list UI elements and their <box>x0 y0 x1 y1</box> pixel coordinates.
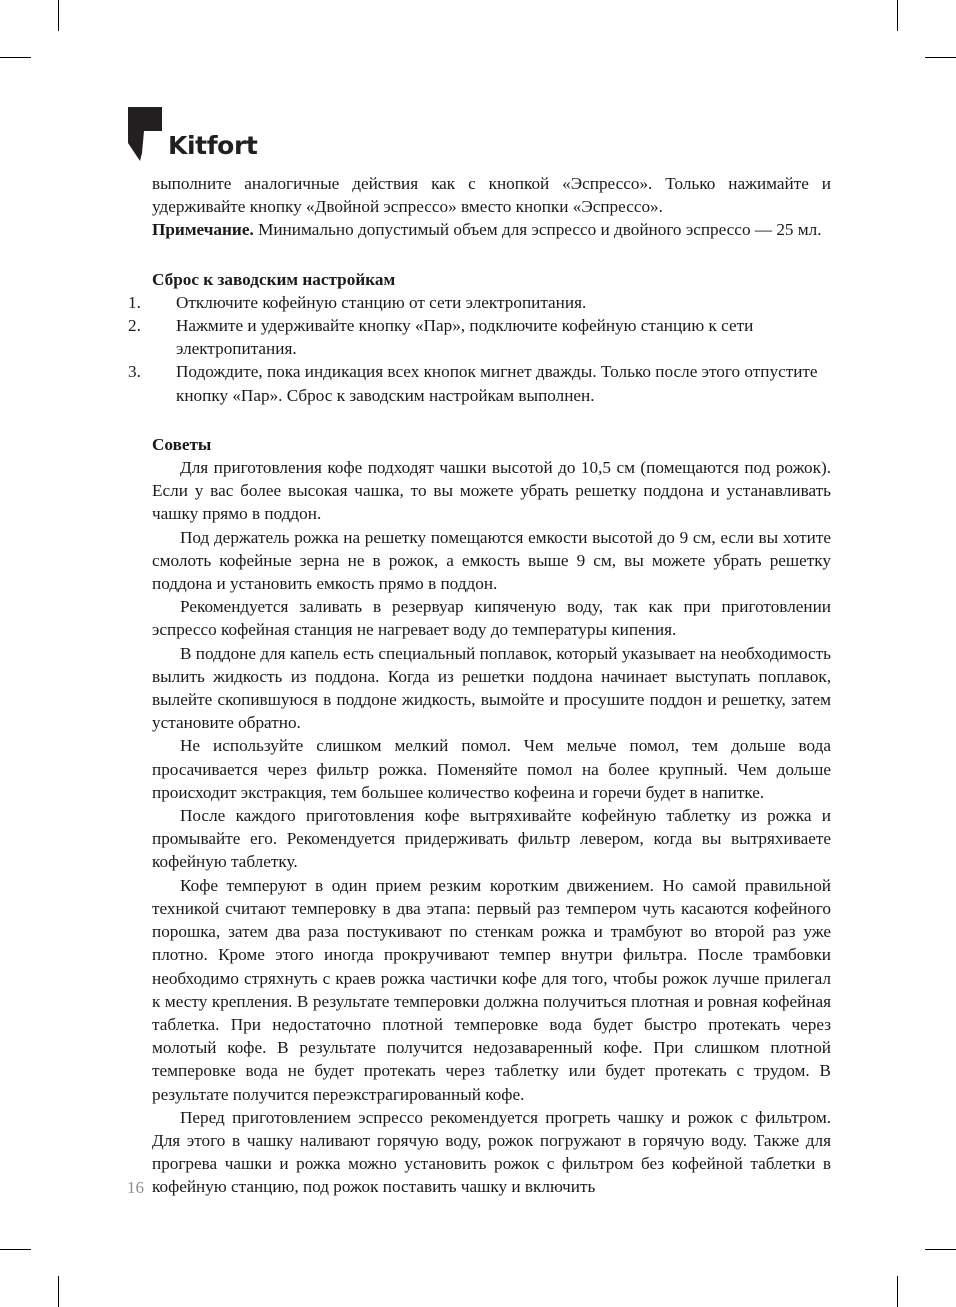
crop-mark-top-right-horizontal <box>925 57 956 58</box>
crop-mark-bottom-right-horizontal <box>925 1249 956 1250</box>
crop-mark-top-left-horizontal <box>0 57 31 58</box>
note-paragraph <box>152 218 831 241</box>
list-item-text: Нажмите и удерживайте кнопку «Пар», подключите кофейную станцию к сети электропитания. <box>176 316 754 359</box>
kitfort-pennant-icon <box>128 107 164 161</box>
spacer <box>152 407 831 433</box>
crop-mark-top-left-vertical <box>58 0 59 31</box>
reset-steps-list <box>128 291 831 407</box>
tips-paragraph: Для приготовления кофе подходят чашки высотой до 10,5 см (помещаются под рожок). Если у вас более высокая чашка, то вы можете убрать решетку поддона и устанавливать чашку прямо в поддон. <box>152 458 831 524</box>
tips-paragraph: В поддоне для капель есть специальный поплавок, который указывает на необходимость вылить жидкость из поддона. Когда из решетки поддона начинает выступать поплавок, вылейте скопившуюся в поддоне жидкость, вымойте и просушите поддон и решетку, затем установите обратно. <box>152 643 831 733</box>
tips-paragraph: Рекомендуется заливать в резервуар кипяченую воду, так как при приготовлении эспрессо кофейная станция не нагревает воду до температуры кипения. <box>152 597 831 640</box>
crop-mark-bottom-left-horizontal <box>0 1249 31 1250</box>
section-heading-reset: Сброс к заводским настройкам <box>152 269 396 289</box>
crop-mark-top-right-vertical <box>897 0 898 31</box>
note-label: Примечание. <box>152 220 254 240</box>
list-item-text: Подождите, пока индикация всех кнопок мигнет дважды. Только после этого отпустите кнопку «Пар». Сброс к заводским настройкам выполнен. <box>176 362 818 405</box>
tips-paragraph: Под держатель рожка на решетку помещаются емкости высотой до 9 см, если вы хотите смолоть кофейные зерна не в рожок, а емкость выше 9 см, вы можете убрать решетку поддона и установить емкость прямо в поддон. <box>152 527 831 594</box>
list-item-text: Отключите кофейную станцию от сети электропитания. <box>176 292 587 312</box>
list-item <box>128 360 831 406</box>
page-number: 16 <box>127 1178 144 1197</box>
tips-paragraph: Не используйте слишком мелкий помол. Чем мельче помол, тем дольше вода просачивается через фильтр рожка. Поменяйте помол на более крупный. Чем дольше происходит экстракция, тем большее количество кофеина и горечи будет в напитке. <box>152 736 831 802</box>
spacer <box>152 242 831 268</box>
crop-mark-bottom-right-vertical <box>897 1276 898 1307</box>
tips-paragraph: Перед приготовлением эспрессо рекомендуется прогреть чашку и рожок с фильтром. Для этого в чашку наливают горячую воду, рожок погружают в горячую воду. Также для прогрева чашки и рожка можно установить рожок с фильтром без кофейной таблетки в кофейную станцию, под рожок поставить чашку и включить <box>152 1107 831 1197</box>
crop-mark-bottom-left-vertical <box>58 1276 59 1307</box>
tips-paragraph: Кофе темперуют в один прием резким коротким движением. Но самой правильной техникой считают темперовку в два этапа: первый раз темпером чуть касаются кофейного порошка, затем два раза постукивают по стенкам рожка и трамбуют во второй раз уже плотно. Кроме этого иногда прокручивают темпер внутри фильтра. После трамбовки необходимо стряхнуть с краев рожка частички кофе для того, чтобы рожок лучше прилегал к месту крепления. В результате темперовки должна получиться плотная и ровная кофейная таблетка. При недостаточно плотной темперовке вода будет быстро протекать через молотый кофе. В результате получится недозаваренный кофе. При слишком плотной темперовке вода не будет протекать через таблетку или будет протекать с трудом. В результате получится переэкстрагированный кофе. <box>152 875 831 1104</box>
brand-wordmark: Kitfort <box>168 131 258 160</box>
list-item-number: 2. <box>128 316 141 336</box>
intro-paragraph: выполните аналогичные действия как с кнопкой «Эспрессо». Только нажимайте и удерживайте кнопку «Двойной эспрессо» вместо кнопки «Эспрессо». <box>152 174 831 217</box>
tips-paragraph: После каждого приготовления кофе вытряхивайте кофейную таблетку из рожка и промывайте его. Рекомендуется придерживать фильтр левером, когда вы вытряхиваете кофейную таблетку. <box>152 806 831 872</box>
list-item-number: 1. <box>128 292 141 312</box>
section-heading-tips: Советы <box>152 434 212 454</box>
list-item-number: 3. <box>128 362 141 382</box>
list-item <box>128 291 831 314</box>
note-text: Минимально допустимый объем для эспрессо и двойного эспрессо — 25 мл. <box>253 220 822 240</box>
brand-logo <box>128 105 257 161</box>
list-item <box>128 314 831 360</box>
